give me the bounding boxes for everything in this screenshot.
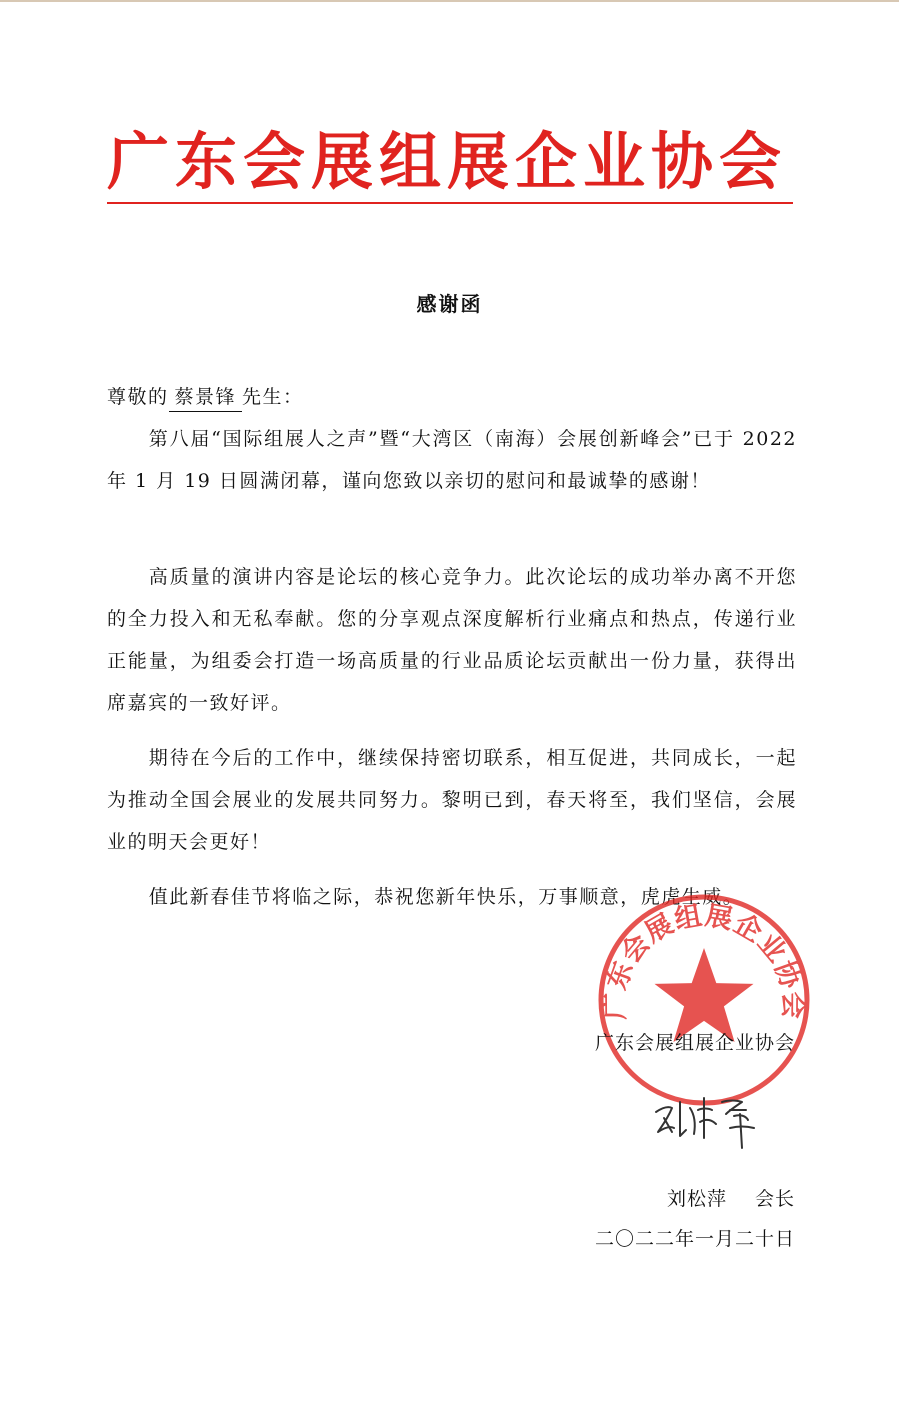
letterhead-divider [107, 202, 793, 204]
salutation-suffix: 先生： [242, 386, 304, 408]
handwritten-signature [650, 1088, 765, 1158]
paragraph-4: 值此新春佳节将临之际，恭祝您新年快乐，万事顺意，虎虎生威。 [148, 886, 744, 908]
salutation-prefix: 尊敬的 [107, 386, 169, 408]
top-border [0, 0, 899, 2]
signer-line [667, 1184, 795, 1211]
paragraph-3: 期待在今后的工作中，继续保持密切联系，相互促进，共同成长，一起为推动全国会展业的发展共同努力。黎明已到，春天将至，我们坚信，会展业的明天会更好！ [107, 747, 797, 853]
closing-organization: 广东会展组展企业协会 [594, 1032, 795, 1054]
letterhead-title: 广东会展组展企业协会 [107, 125, 788, 198]
paragraph-2: 高质量的演讲内容是论坛的核心竞争力。此次论坛的成功举办离不开您的全力投入和无私奉献。您的分享观点深度解析行业痛点和热点，传递行业正能量，为组委会打造一场高质量的行业品质论坛贡献出一份力量，获得出席嘉宾的一致好评。 [107, 566, 797, 714]
document-title: 感谢函 [416, 292, 483, 316]
recipient-name: 蔡景锋 [169, 383, 243, 412]
signer-title: 会长 [754, 1188, 795, 1210]
salutation [107, 376, 797, 418]
official-seal [596, 892, 812, 1108]
seal-text: 广东会展组展企业协会 [599, 900, 809, 1020]
signer-name: 刘松萍 [666, 1188, 727, 1210]
paragraph-1: 第八届“国际组展人之声”暨“大湾区（南海）会展创新峰会”已于 2022 年 1 月 19 日圆满闭幕，谨向您致以亲切的慰问和最诚挚的感谢！ [107, 428, 797, 492]
letter-date: 二〇二二年一月二十日 [594, 1228, 795, 1250]
